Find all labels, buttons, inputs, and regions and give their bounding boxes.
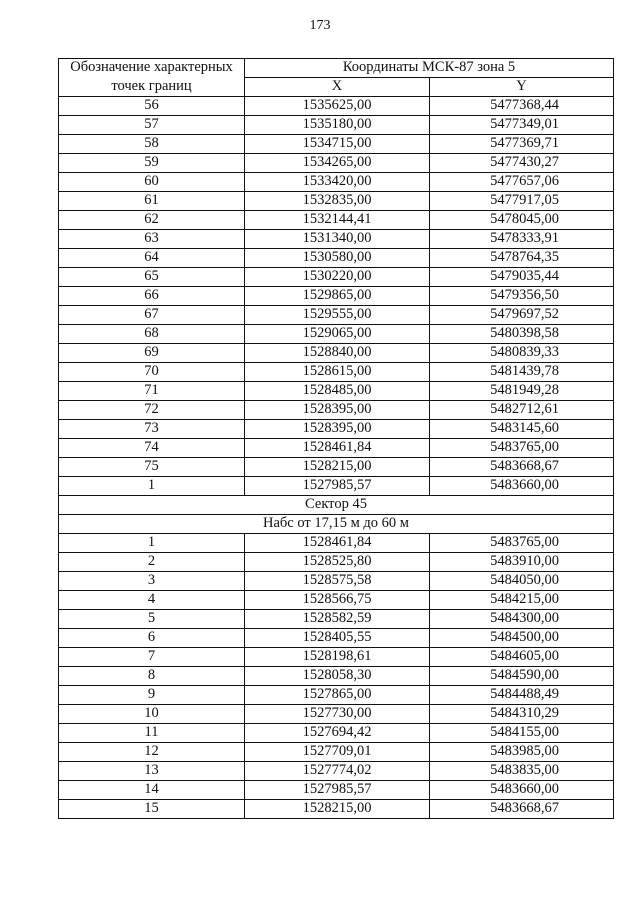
point-cell: 4: [59, 591, 245, 610]
y-cell: 5483668,67: [430, 458, 614, 477]
point-column-header-line2: точек границ: [59, 78, 245, 97]
x-cell: 1528215,00: [245, 458, 430, 477]
point-cell: 67: [59, 306, 245, 325]
y-cell: 5484310,29: [430, 705, 614, 724]
y-cell: 5483910,00: [430, 553, 614, 572]
y-cell: 5481949,28: [430, 382, 614, 401]
table-row: [59, 553, 614, 572]
y-cell: 5483145,60: [430, 420, 614, 439]
table-row: [59, 401, 614, 420]
y-cell: 5484155,00: [430, 724, 614, 743]
y-cell: 5481439,78: [430, 363, 614, 382]
point-cell: 71: [59, 382, 245, 401]
table-row: [59, 762, 614, 781]
y-cell: 5484605,00: [430, 648, 614, 667]
y-cell: 5483985,00: [430, 743, 614, 762]
x-cell: 1528840,00: [245, 344, 430, 363]
coordinates-group-header: Координаты МСК-87 зона 5: [245, 59, 614, 78]
x-cell: 1527709,01: [245, 743, 430, 762]
y-cell: 5477368,44: [430, 97, 614, 116]
x-cell: 1527774,02: [245, 762, 430, 781]
table-row: [59, 591, 614, 610]
table-row: [59, 781, 614, 800]
x-cell: 1528575,58: [245, 572, 430, 591]
table-row: [59, 192, 614, 211]
table-row: [59, 211, 614, 230]
table-row: [59, 724, 614, 743]
point-cell: 3: [59, 572, 245, 591]
table-row: [59, 610, 614, 629]
point-cell: 72: [59, 401, 245, 420]
y-cell: 5479035,44: [430, 268, 614, 287]
y-cell: 5484590,00: [430, 667, 614, 686]
y-cell: 5477369,71: [430, 135, 614, 154]
x-cell: 1528566,75: [245, 591, 430, 610]
point-cell: 15: [59, 800, 245, 819]
y-cell: 5478764,35: [430, 249, 614, 268]
x-cell: 1528615,00: [245, 363, 430, 382]
table-row: [59, 686, 614, 705]
point-cell: 62: [59, 211, 245, 230]
table-row: [59, 116, 614, 135]
y-cell: 5484500,00: [430, 629, 614, 648]
y-cell: 5480398,58: [430, 325, 614, 344]
table-row: [59, 458, 614, 477]
table-row: [59, 382, 614, 401]
table-row: [59, 249, 614, 268]
point-cell: 5: [59, 610, 245, 629]
point-cell: 57: [59, 116, 245, 135]
x-cell: 1528461,84: [245, 439, 430, 458]
table-row: [59, 705, 614, 724]
point-cell: 75: [59, 458, 245, 477]
x-cell: 1535625,00: [245, 97, 430, 116]
point-cell: 73: [59, 420, 245, 439]
point-cell: 12: [59, 743, 245, 762]
y-cell: 5484215,00: [430, 591, 614, 610]
coordinates-table: [58, 58, 614, 819]
point-cell: 6: [59, 629, 245, 648]
x-cell: 1527694,42: [245, 724, 430, 743]
table-row: [59, 230, 614, 249]
x-cell: 1530220,00: [245, 268, 430, 287]
y-cell: 5483660,00: [430, 477, 614, 496]
y-cell: 5484488,49: [430, 686, 614, 705]
y-cell: 5484050,00: [430, 572, 614, 591]
y-cell: 5477657,06: [430, 173, 614, 192]
table-row: [59, 135, 614, 154]
point-cell: 74: [59, 439, 245, 458]
x-cell: 1529555,00: [245, 306, 430, 325]
table-row: [59, 344, 614, 363]
table-row: [59, 306, 614, 325]
x-cell: 1528058,30: [245, 667, 430, 686]
table-row: [59, 287, 614, 306]
x-cell: 1528525,80: [245, 553, 430, 572]
point-cell: 13: [59, 762, 245, 781]
height-range-heading-row: [59, 515, 614, 534]
point-cell: 61: [59, 192, 245, 211]
x-cell: 1529065,00: [245, 325, 430, 344]
point-cell: 14: [59, 781, 245, 800]
y-cell: 5480839,33: [430, 344, 614, 363]
table-row: [59, 97, 614, 116]
point-cell: 70: [59, 363, 245, 382]
x-cell: 1534265,00: [245, 154, 430, 173]
table-row: [59, 420, 614, 439]
table-row: [59, 268, 614, 287]
x-cell: 1527865,00: [245, 686, 430, 705]
x-cell: 1527985,57: [245, 477, 430, 496]
point-cell: 66: [59, 287, 245, 306]
x-column-header: X: [245, 78, 430, 97]
x-cell: 1531340,00: [245, 230, 430, 249]
x-cell: 1528395,00: [245, 401, 430, 420]
y-cell: 5484300,00: [430, 610, 614, 629]
point-cell: 69: [59, 344, 245, 363]
table-row: [59, 477, 614, 496]
x-cell: 1528395,00: [245, 420, 430, 439]
y-cell: 5477349,01: [430, 116, 614, 135]
table-row: [59, 154, 614, 173]
point-cell: 56: [59, 97, 245, 116]
y-cell: 5483765,00: [430, 439, 614, 458]
height-range-heading: Набс от 17,15 м до 60 м: [59, 515, 614, 534]
y-cell: 5478045,00: [430, 211, 614, 230]
page-number: 173: [309, 18, 331, 33]
point-column-header-line1: Обозначение характерных: [59, 59, 245, 78]
x-cell: 1527730,00: [245, 705, 430, 724]
x-cell: 1528461,84: [245, 534, 430, 553]
x-cell: 1532835,00: [245, 192, 430, 211]
table-row: [59, 800, 614, 819]
table-row: [59, 363, 614, 382]
point-cell: 9: [59, 686, 245, 705]
sector-heading-row: [59, 496, 614, 515]
x-cell: 1528215,00: [245, 800, 430, 819]
table-row: [59, 648, 614, 667]
sector-heading: Сектор 45: [59, 496, 614, 515]
point-cell: 10: [59, 705, 245, 724]
point-cell: 7: [59, 648, 245, 667]
y-cell: 5483835,00: [430, 762, 614, 781]
x-cell: 1528582,59: [245, 610, 430, 629]
table-row: [59, 667, 614, 686]
x-cell: 1528485,00: [245, 382, 430, 401]
point-cell: 59: [59, 154, 245, 173]
table-row: [59, 439, 614, 458]
table-row: [59, 743, 614, 762]
y-column-header: Y: [430, 78, 614, 97]
x-cell: 1529865,00: [245, 287, 430, 306]
table-row: [59, 629, 614, 648]
x-cell: 1528405,55: [245, 629, 430, 648]
point-cell: 65: [59, 268, 245, 287]
x-cell: 1527985,57: [245, 781, 430, 800]
y-cell: 5483660,00: [430, 781, 614, 800]
table-row: [59, 572, 614, 591]
point-cell: 64: [59, 249, 245, 268]
point-cell: 58: [59, 135, 245, 154]
point-cell: 68: [59, 325, 245, 344]
y-cell: 5479697,52: [430, 306, 614, 325]
x-cell: 1528198,61: [245, 648, 430, 667]
point-cell: 63: [59, 230, 245, 249]
table-row: [59, 534, 614, 553]
y-cell: 5477917,05: [430, 192, 614, 211]
point-cell: 60: [59, 173, 245, 192]
point-cell: 11: [59, 724, 245, 743]
table-row: [59, 325, 614, 344]
point-cell: 1: [59, 534, 245, 553]
y-cell: 5483668,67: [430, 800, 614, 819]
y-cell: 5478333,91: [430, 230, 614, 249]
point-cell: 8: [59, 667, 245, 686]
y-cell: 5482712,61: [430, 401, 614, 420]
point-cell: 1: [59, 477, 245, 496]
x-cell: 1532144,41: [245, 211, 430, 230]
y-cell: 5479356,50: [430, 287, 614, 306]
point-cell: 2: [59, 553, 245, 572]
x-cell: 1535180,00: [245, 116, 430, 135]
header-row-1: [59, 59, 614, 78]
x-cell: 1534715,00: [245, 135, 430, 154]
y-cell: 5483765,00: [430, 534, 614, 553]
table-row: [59, 173, 614, 192]
y-cell: 5477430,27: [430, 154, 614, 173]
x-cell: 1530580,00: [245, 249, 430, 268]
x-cell: 1533420,00: [245, 173, 430, 192]
header-row-2: [59, 78, 614, 97]
